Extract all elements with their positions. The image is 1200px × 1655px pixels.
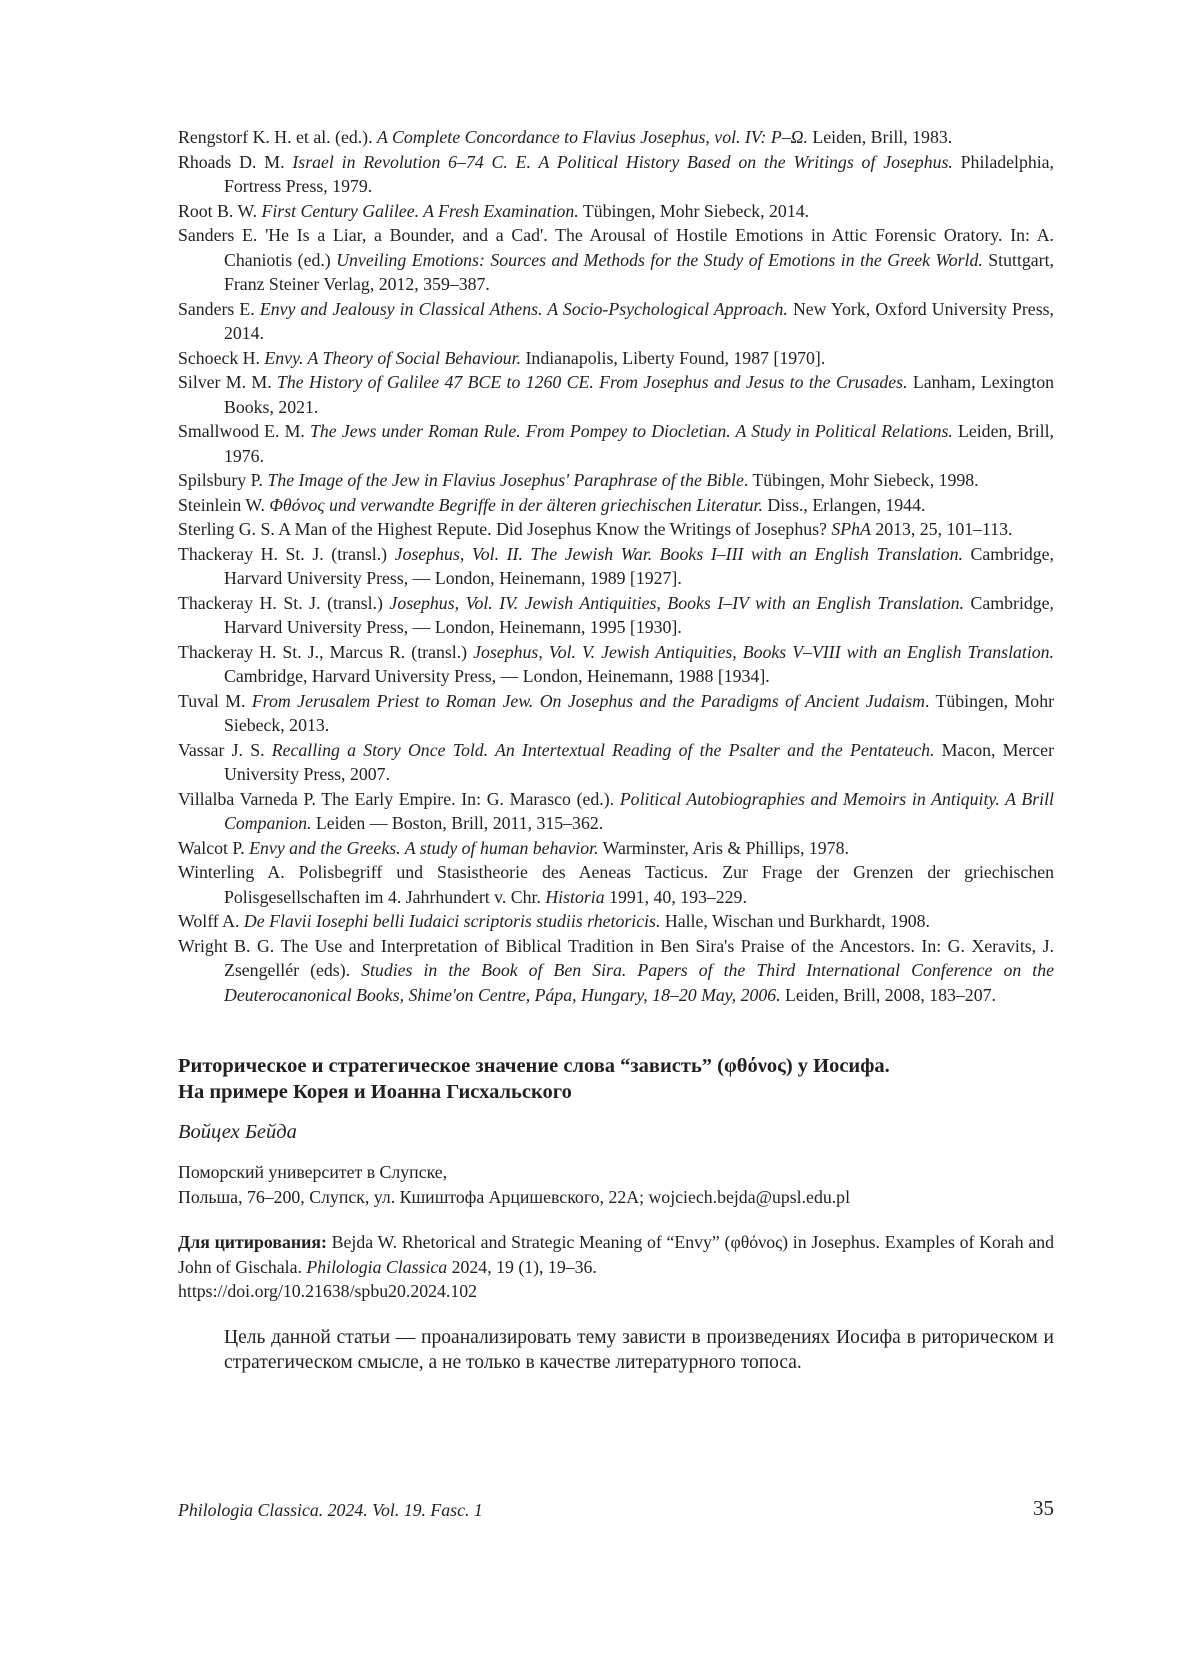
reference-entry [178,346,1054,371]
reference-text: Sanders E. [178,298,260,319]
reference-title: De Flavii Iosephi belli Iudaici scriptoris studiis rhetoricis. [243,911,661,931]
reference-title: Recalling a Story Once Told. An Intertextual Reading of the Psalter and the Pentateuch. [271,739,935,760]
reference-title: Envy. A Theory of Social Behaviour. [264,347,522,368]
reference-publication: Halle, Wischan und Burkhardt, 1908. [660,911,930,931]
reference-title: Josephus, Vol. IV. Jewish Antiquities, Books I–IV with an English Translation. [389,592,965,613]
reference-text: Villalba Varneda P. The Early Empire. In: G. Marasco (ed.). [178,788,620,809]
reference-text: Wright B. G. The Use and Interpretation of Biblical Tradition in Ben Sira's Praise of the Ancestors. In: G. Xeravits, J. Zsengellér (eds). [178,935,1054,980]
reference-entry [178,542,1054,591]
citation-volume: 2024, 19 (1), 19–36. [447,1256,597,1277]
reference-entry [178,787,1054,836]
article-title-line-1: Риторическое и стратегическое значение слова “зависть” (φθόνος) у Иосифа. [178,1055,890,1077]
reference-entry [178,370,1054,419]
reference-publication: Leiden, Brill, 1976. [224,421,1054,466]
reference-title: The History of Galilee 47 BCE to 1260 CE. From Josephus and Jesus to the Crusades. [277,372,908,392]
reference-entry [178,640,1054,689]
reference-text: Spilsbury P. [178,470,268,490]
reference-entry [178,199,1054,224]
citation-label: Для цитирования: [178,1232,327,1252]
reference-text: Walcot P. [178,837,250,858]
reference-text: Tuval M. [178,690,252,711]
author-name: Войцех Бейда [178,1121,297,1143]
reference-title: The Image of the Jew in Flavius Josephus' Paraphrase of the Bible [267,470,744,490]
reference-publication: Cambridge, Harvard University Press, — London, Heinemann, 1989 [1927]. [224,543,1055,588]
reference-publication: Leiden, Brill, 1983. [807,127,953,147]
reference-title: A Complete Concordance to Flavius Josephus, vol. IV: P–Ω. [377,127,808,147]
reference-publication: Indianapolis, Liberty Found, 1987 [1970]. [521,347,826,368]
reference-publication: Cambridge, Harvard University Press, — London, Heinemann, 1995 [1930]. [224,592,1055,637]
reference-text: Sterling G. S. A Man of the Highest Repute. Did Josephus Know the Writings of Josephus? [178,519,832,539]
reference-title: Political Autobiographies and Memoirs in Antiquity. A Brill Companion. [224,788,1054,833]
reference-title: First Century Galilee. A Fresh Examination. [261,200,579,221]
reference-title: Envy and Jealousy in Classical Athens. A Socio-Psychological Approach. [259,298,788,319]
reference-text: Sanders E. 'He Is a Liar, a Bounder, and a Cad'. The Arousal of Hostile Emotions in Attic Forensic Oratory. In: A. Chaniotis (ed.) [178,225,1054,270]
reference-title: SPhA [831,519,871,539]
reference-publication: 1991, 40, 193–229. [604,886,747,907]
reference-text: Steinlein W. [178,494,270,515]
page-footer [178,1496,1054,1530]
reference-title: From Jerusalem Priest to Roman Jew. On Josephus and the Paradigms of Ancient Judaism [251,690,925,711]
reference-publication: Warminster, Aris & Phillips, 1978. [598,837,849,858]
reference-text: Thackeray H. St. J. (transl.) [178,543,395,564]
reference-text: Rhoads D. M. [178,151,293,172]
reference-publication: Leiden, Brill, 2008, 183–207. [780,984,996,1005]
reference-title: Envy and the Greeks. A study of human behavior. [249,837,599,858]
reference-entry [178,493,1054,518]
footer-journal-title: Philologia Classica. 2024. Vol. 19. Fasc. 1 [178,1500,483,1520]
reference-text: Root B. W. [178,200,262,221]
reference-entry [178,517,1054,542]
reference-publication: . Tübingen, Mohr Siebeck, 2013. [224,690,1055,735]
abstract-paragraph: Цель данной статьи — проанализировать тему зависти в произведениях Иосифа в риторическом и стратегическом смысле, а не только в качестве литературного топоса. [224,1326,1054,1373]
reference-entry [178,223,1054,297]
article-title [178,1053,1054,1105]
reference-entry [178,909,1054,934]
citation-journal: Philologia Classica [306,1256,448,1277]
citation-doi-link[interactable]: https://doi.org/10.21638/spbu20.2024.102 [178,1281,478,1301]
reference-publication: Leiden — Boston, Brill, 2011, 315–362. [311,813,604,833]
reference-entry [178,689,1054,738]
page-number: 35 [1033,1496,1054,1520]
reference-entry [178,419,1054,468]
reference-entry [178,738,1054,787]
reference-publication: Stuttgart, Franz Steiner Verlag, 2012, 359–387. [224,249,1054,294]
citation-text: Bejda W. Rhetorical and Strategic Meaning of “Envy” (φθόνος) in Josephus. Examples of Korah and John of Gischala. [178,1232,1054,1277]
reference-title: The Jews under Roman Rule. From Pompey to Diocletian. A Study in Political Relations. [310,421,953,441]
reference-text: Vassar J. S. [178,739,272,760]
page-content [178,125,1054,1376]
reference-text: Silver M. M. [178,372,277,392]
reference-entry [178,591,1054,640]
reference-text: Rengstorf K. H. et al. (ed.). [178,127,377,147]
reference-publication: Philadelphia, Fortress Press, 1979. [224,151,1054,196]
reference-publication: 2013, 25, 101–113. [870,519,1013,539]
reference-title: Israel in Revolution 6–74 C. E. A Political History Based on the Writings of Josephus. [292,151,953,172]
reference-entry [178,860,1054,909]
reference-entry [178,297,1054,346]
reference-entry [178,836,1054,861]
reference-entry [178,125,1054,150]
reference-text: Winterling A. Polisbegriff und Stasistheorie des Aeneas Tacticus. Zur Frage der Grenzen der griechischen Polisgesellschaften im 4. Jahrhundert v. Chr. [178,862,1054,907]
reference-title: Josephus, Vol. V. Jewish Antiquities, Books V–VIII with an English Translation. [473,641,1055,662]
reference-title: Josephus, Vol. II. The Jewish War. Books I–III with an English Translation. [394,543,963,564]
reference-entry [178,468,1054,493]
reference-publication: Cambridge, Harvard University Press, — London, Heinemann, 1988 [1934]. [224,666,770,686]
reference-list [178,125,1054,1007]
reference-text: Smallwood E. M. [178,421,310,441]
reference-entry [178,934,1054,1008]
reference-publication: Lanham, Lexington Books, 2021. [224,372,1054,417]
reference-entry [178,150,1054,199]
reference-title: Φθόνος und verwandte Begriffe in der älteren griechischen Literatur. [269,494,763,515]
reference-text: Thackeray H. St. J., Marcus R. (transl.) [178,641,474,662]
citation-block [178,1230,1054,1304]
reference-publication: Tübingen, Mohr Siebeck, 2014. [578,200,810,221]
article-title-line-2: На примере Корея и Иоанна Гисхальского [178,1081,572,1103]
reference-publication: Diss., Erlangen, 1944. [762,494,926,515]
reference-publication: . Tübingen, Mohr Siebeck, 1998. [743,470,979,490]
reference-text: Thackeray H. St. J. (transl.) [178,592,390,613]
reference-publication: Macon, Mercer University Press, 2007. [224,739,1054,784]
affiliation-line-1: Поморский университет в Слупске, [178,1162,448,1182]
reference-text: Schoeck H. [178,347,265,368]
author-affiliation [178,1160,1054,1209]
affiliation-line-2: Польша, 76–200, Слупск, ул. Кшиштофа Арцишевского, 22А; wojciech.bejda@upsl.edu.pl [178,1186,851,1207]
reference-title: Studies in the Book of Ben Sira. Papers of the Third International Conference on the Deuterocanonical Books, Shime'on Centre, Pápa, Hungary, 18–20 May, 2006. [224,960,1054,1005]
reference-title: Historia [545,886,605,907]
reference-publication: New York, Oxford University Press, 2014. [224,298,1054,343]
reference-title: Unveiling Emotions: Sources and Methods for the Study of Emotions in the Greek World. [336,249,983,270]
reference-text: Wolff A. [178,911,244,931]
